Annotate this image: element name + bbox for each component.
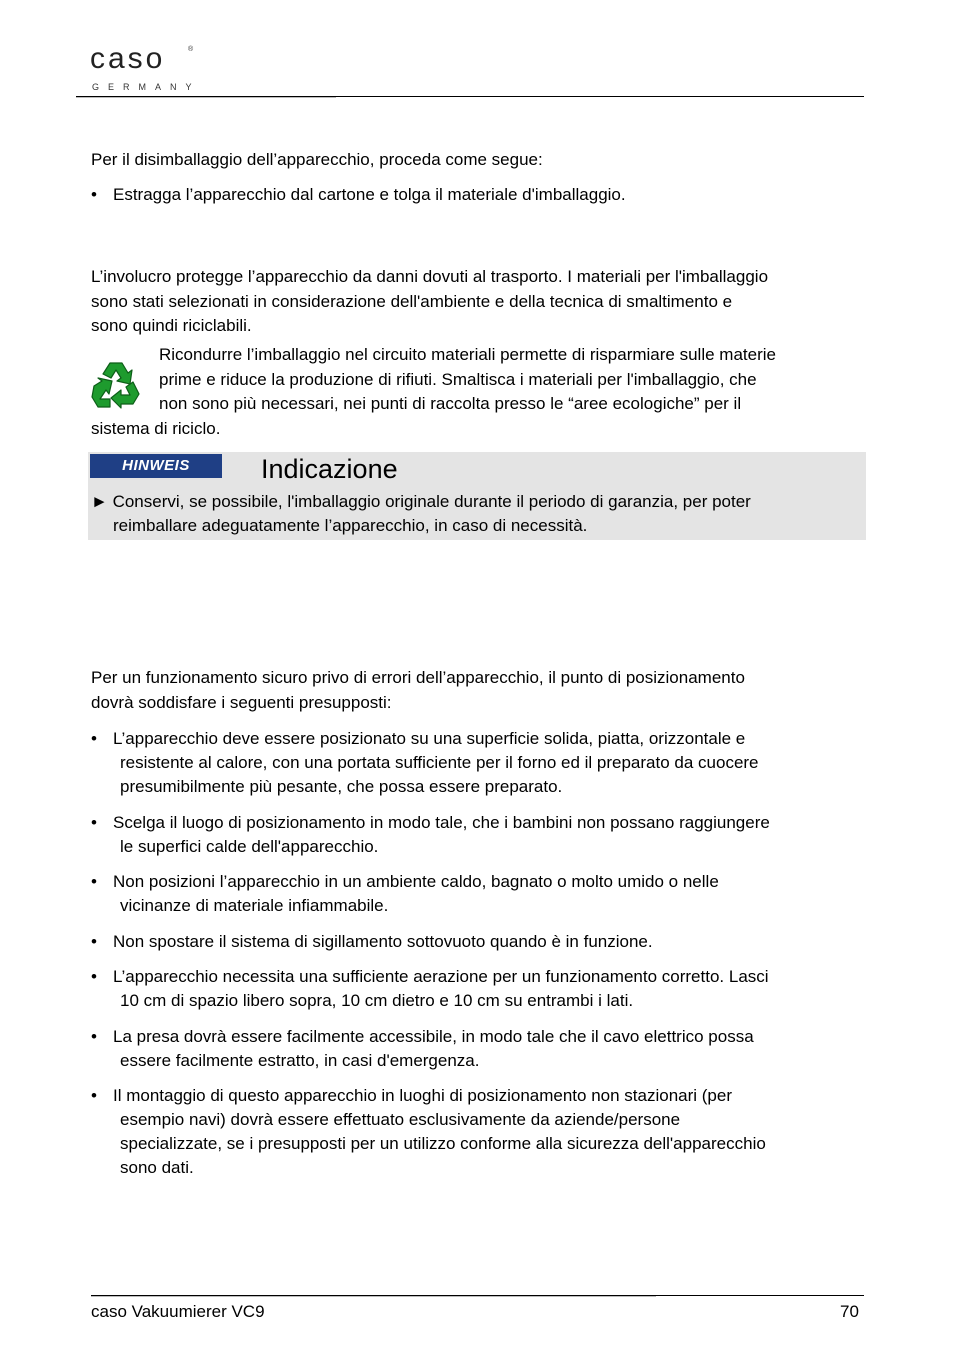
logo-subtitle: GERMANY (92, 82, 201, 92)
list-item-text: resistente al calore, con una portata sufficiente per il forno ed il preparato da cuocere (120, 753, 759, 772)
disposal-paragraph (91, 265, 866, 339)
list-item-text: le superfici calde dell'apparecchio. (120, 837, 379, 856)
list-item-text: 10 cm di spazio libero sopra, 10 cm dietro e 10 cm su entrambi i lati. (120, 991, 634, 1010)
paragraph-line: L’involucro protegge l’apparecchio da danni dovuti al trasporto. I materiali per l'imballaggio (91, 267, 769, 286)
list-item-text: Il montaggio di questo apparecchio in luoghi di posizionamento non stazionari (per (113, 1086, 732, 1105)
arrow-icon: ► (91, 492, 108, 511)
note-text (91, 490, 861, 538)
bullet-dot: • (91, 1086, 97, 1105)
list-item-text: esempio navi) dovrà essere effettuato esclusivamente da aziende/persone (120, 1110, 681, 1129)
recycle-line: prime e riduce la produzione di rifiuti. Smaltisca i materiali per l'imballaggio, che (159, 370, 757, 389)
bullet-dot: • (91, 185, 97, 204)
list-item-text: La presa dovrà essere facilmente accessibile, in modo tale che il cavo elettrico possa (113, 1027, 754, 1046)
logo-registered-mark: ® (188, 46, 194, 53)
bullet-dot: • (91, 729, 97, 748)
paragraph-line: sono stati selezionati in considerazione dell'ambiente e della tecnica di smaltimento e (91, 291, 733, 311)
footer-rule-shadow (91, 1296, 656, 1297)
list-item (91, 183, 861, 207)
hinweis-badge: HINWEIS (90, 454, 222, 478)
list-item-text: Estragga l’apparecchio dal cartone e tolga il materiale d'imballaggio. (113, 185, 626, 204)
list-item (91, 1025, 861, 1073)
list-item-text: Non spostare il sistema di sigillamento sottovuoto quando è in funzione. (113, 932, 653, 951)
list-item (91, 930, 861, 954)
setup-intro (91, 666, 866, 715)
note-title: Indicazione (261, 454, 398, 484)
header-rule-shadow (76, 97, 336, 98)
list-item-text: sono dati. (120, 1158, 194, 1177)
bullet-dot: • (91, 872, 97, 891)
footer-product-name: caso Vakuumierer VC9 (91, 1302, 265, 1321)
list-item (91, 870, 861, 918)
list-item (91, 727, 861, 799)
recycle-line: non sono più necessari, nei punti di raccolta presso le “aree ecologiche” per il (159, 394, 742, 413)
list-item-text: specializzate, se i presupposti per un utilizzo conforme alla sicurezza dell'apparecchio (120, 1134, 766, 1153)
bullet-dot: • (91, 813, 97, 832)
list-item-text: L’apparecchio necessita una sufficiente aerazione per un funzionamento corretto. Lasci (113, 967, 769, 986)
paragraph-line: sono quindi riciclabili. (91, 316, 252, 335)
list-item (91, 1084, 861, 1180)
list-item-text: L’apparecchio deve essere posizionato su una superficie solida, piatta, orizzontale e (113, 729, 746, 748)
footer-page-number: 70 (840, 1302, 859, 1321)
unpacking-intro: Per il disimballaggio dell’apparecchio, proceda come segue: (91, 150, 543, 169)
list-item-text: Scelga il luogo di posizionamento in modo tale, che i bambini non possano raggiungere (113, 813, 770, 832)
note-box (88, 452, 866, 540)
recycle-line: Ricondurre l’imballaggio nel circuito materiali permette di risparmiare sulle materie (159, 345, 776, 364)
paragraph-line: Per un funzionamento sicuro privo di errori dell’apparecchio, il punto di posizionamento (91, 668, 745, 687)
list-item-text: Non posizioni l’apparecchio in un ambiente caldo, bagnato o molto umido o nelle (113, 872, 719, 891)
list-item-text: essere facilmente estratto, in casi d'emergenza. (120, 1051, 480, 1070)
logo-wordmark: caso (90, 42, 166, 75)
bullet-dot: • (91, 1027, 97, 1046)
note-line: ► Conservi, se possibile, l'imballaggio originale durante il periodo di garanzia, per poter (91, 492, 751, 511)
paragraph-line: dovrà soddisfare i seguenti presupposti: (91, 692, 392, 712)
brand-logo (76, 32, 208, 106)
recycle-icon (90, 360, 142, 410)
list-item-text: presumibilmente più pesante, che possa essere preparato. (120, 777, 563, 796)
list-item (91, 965, 861, 1013)
list-item-text: vicinanze di materiale infiammabile. (120, 896, 389, 915)
list-item (91, 811, 861, 859)
note-line: reimballare adeguatamente l’apparecchio, in caso di necessità. (113, 516, 588, 535)
recycle-line: sistema di riciclo. (91, 419, 221, 438)
bullet-dot: • (91, 932, 97, 951)
bullet-dot: • (91, 967, 97, 986)
